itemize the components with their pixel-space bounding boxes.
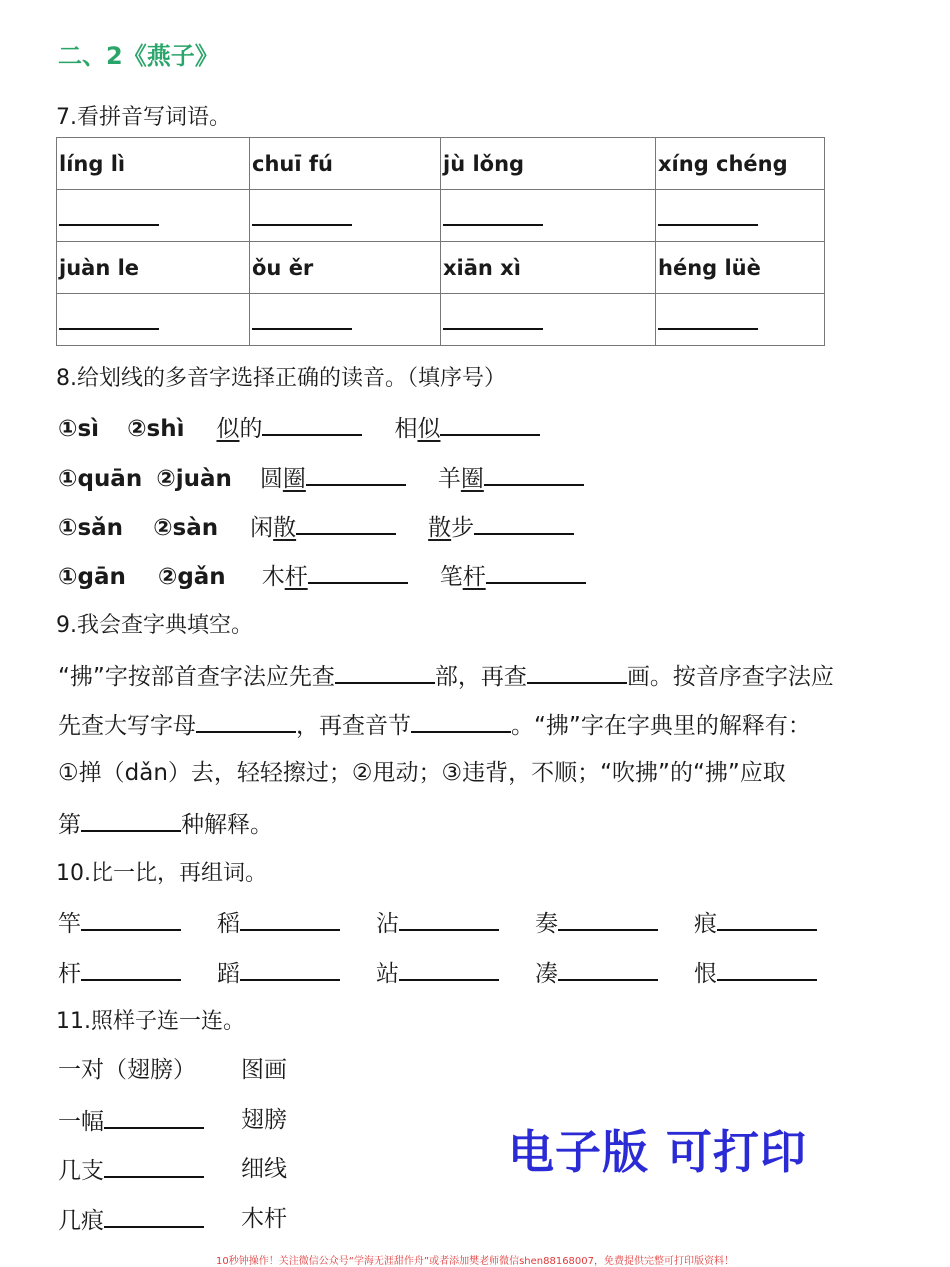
q9-text: ，再查音节 [296, 713, 411, 739]
q9-line-4 [58, 804, 273, 839]
pinyin-cell: xíng chéng [656, 138, 825, 190]
q8-item-2 [58, 458, 584, 493]
word-prefix: 笔 [439, 564, 463, 590]
footer-notice: 10秒钟操作！关注微信公众号“学海无涯甜作舟”或者添加樊老师微信shen88168007，免费提供完整可打印版资料！ [215, 1256, 735, 1267]
q9-title: 9.我会查字典填空。 [56, 613, 253, 638]
pinyin-cell: jù lǒng [441, 138, 656, 190]
q7-title: 7.看拼音写词语。 [56, 105, 231, 130]
underlined-char: 似 [216, 416, 240, 442]
pinyin-table [56, 137, 825, 346]
printable-stamp: 电子版 可打印 [508, 1125, 808, 1179]
measure-word: 几痕 [58, 1208, 104, 1234]
q9-text: 。“拂”字在字典里的解释有： [511, 713, 811, 739]
underlined-char: 圈 [460, 466, 484, 492]
answer-blank[interactable] [486, 556, 586, 584]
q11-title: 11.照样子连一连。 [56, 1009, 245, 1034]
option-1: ①sǎn [58, 515, 124, 541]
q8-item-4 [58, 556, 586, 591]
answer-blank[interactable] [411, 705, 511, 733]
underlined-char: 杆 [462, 564, 486, 590]
q11-right-4[interactable]: 木杆 [241, 1206, 287, 1232]
q8-item-3 [58, 507, 574, 542]
answer-blank[interactable] [104, 1150, 204, 1178]
word-prefix: 木 [261, 564, 285, 590]
compare-char: 沾 [376, 911, 399, 937]
q10-title: 10.比一比，再组词。 [56, 861, 267, 886]
answer-blank[interactable] [558, 903, 658, 931]
answer-cell[interactable] [57, 190, 250, 242]
option-1: ①quān [58, 466, 143, 492]
word-prefix: 相 [394, 416, 418, 442]
pinyin-cell: xiān xì [441, 242, 656, 294]
option-2: ②juàn [156, 466, 232, 492]
q11-right-3[interactable]: 细线 [241, 1156, 287, 1182]
answer-cell[interactable] [441, 190, 656, 242]
q9-line-2 [58, 705, 811, 740]
answer-cell[interactable] [656, 190, 825, 242]
option-2: ②sàn [153, 515, 219, 541]
underlined-char: 似 [417, 416, 441, 442]
answer-cell[interactable] [441, 294, 656, 346]
option-1: ①gān [58, 564, 126, 590]
q10-row-1 [58, 903, 817, 938]
answer-blank[interactable] [335, 656, 435, 684]
option-2: ②shì [127, 416, 185, 442]
answer-blank[interactable] [306, 458, 406, 486]
answer-blank[interactable] [399, 903, 499, 931]
underlined-char: 散 [428, 515, 452, 541]
word-suffix: 的 [239, 416, 263, 442]
answer-blank[interactable] [484, 458, 584, 486]
answer-cell[interactable] [57, 294, 250, 346]
answer-blank[interactable] [558, 953, 658, 981]
pinyin-cell: juàn le [57, 242, 250, 294]
pinyin-cell: chuī fú [250, 138, 441, 190]
answer-blank[interactable] [196, 705, 296, 733]
answer-blank[interactable] [240, 953, 340, 981]
answer-blank[interactable] [81, 804, 181, 832]
q8-item-1 [58, 408, 540, 443]
answer-blank[interactable] [474, 507, 574, 535]
compare-char: 痕 [694, 911, 717, 937]
q11-right-1[interactable]: 图画 [241, 1057, 287, 1083]
answer-blank[interactable] [308, 556, 408, 584]
answer-blank[interactable] [717, 953, 817, 981]
answer-blank[interactable] [81, 903, 181, 931]
answer-blank[interactable] [262, 408, 362, 436]
q10-row-2 [58, 953, 817, 988]
q11-left-3 [58, 1150, 204, 1185]
q11-right-2[interactable]: 翅膀 [241, 1107, 287, 1133]
compare-char: 奏 [535, 911, 558, 937]
q11-left-2 [58, 1101, 204, 1136]
answer-blank[interactable] [296, 507, 396, 535]
answer-blank[interactable] [717, 903, 817, 931]
compare-char: 杆 [58, 961, 81, 987]
answer-blank[interactable] [399, 953, 499, 981]
compare-char: 站 [376, 961, 399, 987]
q11-left-4 [58, 1200, 204, 1235]
q9-line-1 [58, 656, 834, 691]
word-suffix: 步 [451, 515, 475, 541]
answer-blank[interactable] [527, 656, 627, 684]
word-prefix: 羊 [437, 466, 461, 492]
q9-text: “拂”字按部首查字法应先查 [58, 664, 335, 690]
answer-cell[interactable] [250, 190, 441, 242]
answer-blank[interactable] [81, 953, 181, 981]
compare-char: 蹈 [217, 961, 240, 987]
compare-char: 恨 [694, 961, 717, 987]
answer-blank[interactable] [104, 1200, 204, 1228]
compare-char: 凑 [535, 961, 558, 987]
option-1: ①sì [58, 416, 100, 442]
underlined-char: 杆 [284, 564, 308, 590]
word-prefix: 闲 [250, 515, 274, 541]
measure-word: 几支 [58, 1158, 104, 1184]
q9-line-3: ①掸（dǎn）去，轻轻擦过；②甩动；③违背，不顺；“吹拂”的“拂”应取 [58, 760, 786, 786]
answer-blank[interactable] [240, 903, 340, 931]
q9-text: 部，再查 [434, 664, 527, 690]
underlined-char: 散 [273, 515, 297, 541]
option-2: ②gǎn [157, 564, 226, 590]
measure-word: 一幅 [58, 1109, 104, 1135]
answer-cell[interactable] [250, 294, 441, 346]
section-title: 二、2《燕子》 [58, 42, 219, 70]
pinyin-cell: líng lì [57, 138, 250, 190]
answer-blank[interactable] [440, 408, 540, 436]
q9-text: 种解释。 [181, 812, 273, 838]
q9-text: 先查大写字母 [58, 713, 196, 739]
compare-char: 竿 [58, 911, 81, 937]
underlined-char: 圈 [282, 466, 306, 492]
compare-char: 稻 [217, 911, 240, 937]
pinyin-cell: héng lüè [656, 242, 825, 294]
word-prefix: 圆 [259, 466, 283, 492]
answer-blank[interactable] [104, 1101, 204, 1129]
answer-cell[interactable] [656, 294, 825, 346]
q8-title: 8.给划线的多音字选择正确的读音。（填序号） [56, 366, 506, 391]
q11-left-1: 一对（翅膀） [58, 1057, 196, 1083]
q9-text: 第 [58, 812, 81, 838]
pinyin-cell: ǒu ěr [250, 242, 441, 294]
q9-text: 画。按音序查字法应 [626, 664, 834, 690]
